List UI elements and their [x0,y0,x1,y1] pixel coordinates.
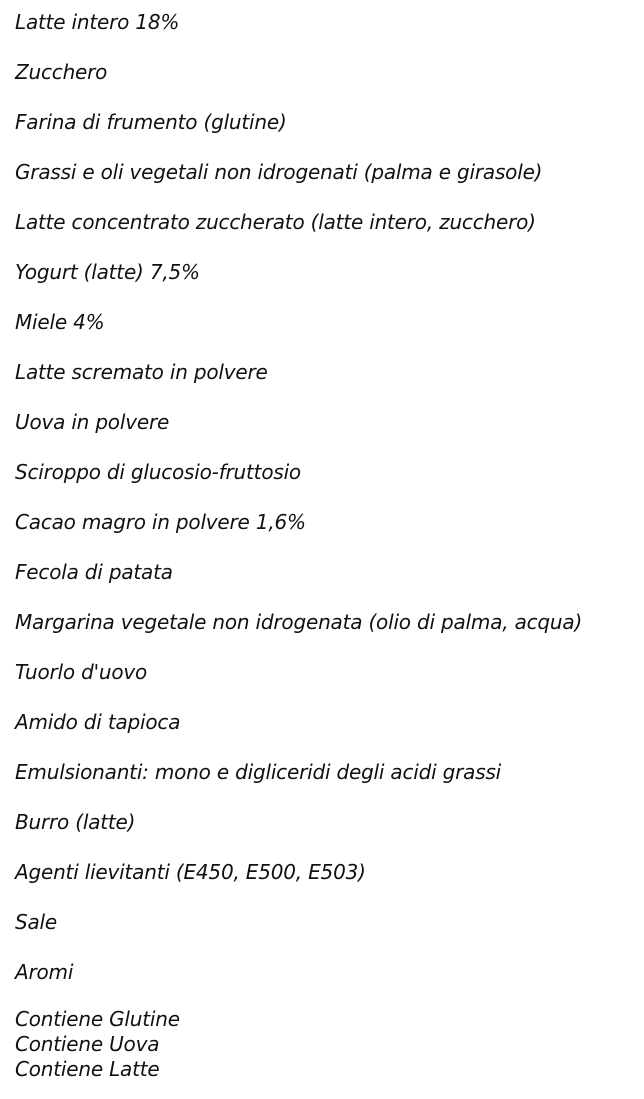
allergen-item-latte: Contiene Latte [15,1057,160,1081]
ingredient-item: Uova in polvere [15,410,170,434]
ingredient-item: Amido di tapioca [15,710,181,734]
allergen-item-glutine: Contiene Glutine [15,1007,180,1031]
allergen-item-uova: Contiene Uova [15,1032,160,1056]
ingredient-item: Aromi [15,960,74,984]
ingredient-item: Burro (latte) [15,810,136,834]
ingredient-item: Sale [15,910,58,934]
ingredient-item: Fecola di patata [15,560,173,584]
ingredient-item: Zucchero [15,60,108,84]
ingredient-item: Cacao magro in polvere 1,6% [15,510,306,534]
ingredient-item: Latte concentrato zuccherato (latte intero, zucchero) [15,210,536,234]
ingredient-item: Emulsionanti: mono e digliceridi degli acidi grassi [15,760,502,784]
ingredient-item: Miele 4% [15,310,105,334]
allergen-list [15,1007,180,1082]
ingredient-item: Sciroppo di glucosio-fruttosio [15,460,301,484]
ingredient-item: Grassi e oli vegetali non idrogenati (palma e girasole) [15,160,543,184]
ingredient-item: Tuorlo d'uovo [15,660,148,684]
ingredient-item: Agenti lievitanti (E450, E500, E503) [15,860,366,884]
ingredient-item: Yogurt (latte) 7,5% [15,260,200,284]
ingredient-item: Latte intero 18% [15,10,180,34]
ingredient-item: Farina di frumento (glutine) [15,110,287,134]
ingredients-list [15,8,582,1008]
ingredient-item: Latte scremato in polvere [15,360,268,384]
ingredient-item: Margarina vegetale non idrogenata (olio di palma, acqua) [15,610,583,634]
